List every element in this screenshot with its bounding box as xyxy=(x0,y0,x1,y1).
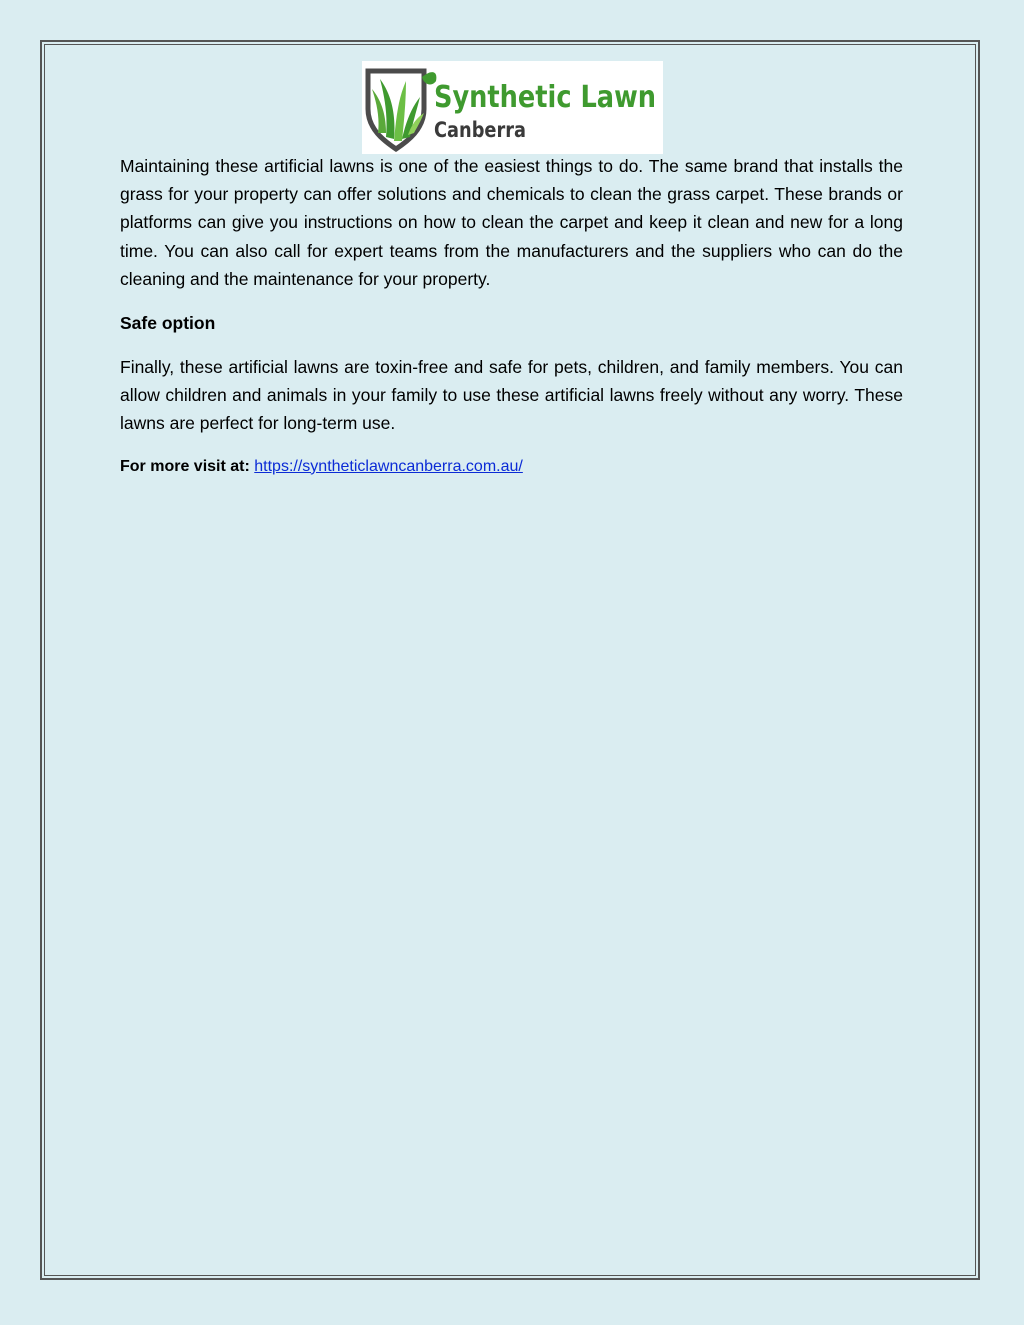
grass-shield-icon xyxy=(368,71,436,149)
section-heading: Safe option xyxy=(120,313,216,334)
visit-line xyxy=(120,454,903,480)
brand-logo xyxy=(362,61,663,154)
paragraph-maintenance: Maintaining these artificial lawns is one of the easiest things to do. The same brand that installs the grass for your property can offer solutions and chemicals to clean the grass carpet. These brands or platforms can give you instructions on how to clean the carpet and keep it clean and new for a long time. You can also call for expert teams from the manufacturers and the suppliers who can do the cleaning and the maintenance for your property. xyxy=(120,156,903,289)
document-body xyxy=(120,152,903,480)
visit-label: For more visit at: xyxy=(120,457,250,475)
brand-name-line2: Canberra xyxy=(434,118,526,142)
website-link[interactable]: https://syntheticlawncanberra.com.au/ xyxy=(254,457,523,475)
brand-name-line1: Synthetic Lawn xyxy=(434,80,656,115)
paragraph-safety: Finally, these artificial lawns are toxin-free and safe for pets, children, and family members. You can allow children and animals in your family to use these artificial lawns freely without any worry. These lawns are perfect for long-term use. xyxy=(120,357,903,434)
